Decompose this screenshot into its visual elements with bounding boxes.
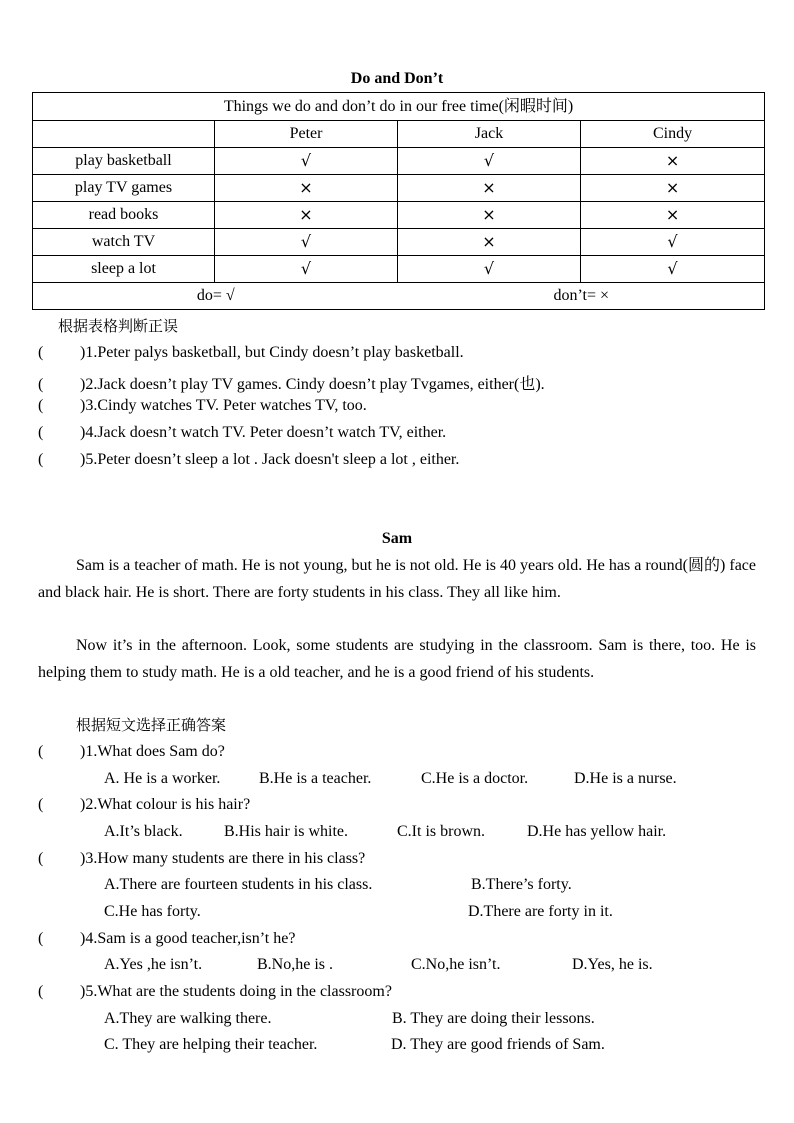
mark-cell: √	[215, 256, 398, 283]
worksheet-title: Do and Don’t	[350, 70, 444, 87]
tf-question	[38, 424, 446, 442]
option-c: C.He is a doctor.	[421, 770, 529, 787]
answer-blank[interactable]: (	[38, 796, 44, 813]
option-c: C.No,he isn’t.	[411, 956, 501, 973]
table-row	[33, 175, 765, 202]
header-jack: Jack	[398, 121, 581, 148]
mark-cell: ×	[581, 148, 765, 175]
table-row	[33, 202, 765, 229]
question-paren-close: )	[80, 796, 86, 813]
question-text: 3.Cindy watches TV. Peter watches TV, too.	[85, 397, 367, 414]
answer-blank[interactable]: (	[38, 424, 44, 441]
answer-blank[interactable]: (	[38, 451, 44, 468]
question-paren-close: )	[80, 743, 86, 760]
question-text: 5.What are the students doing in the classroom?	[85, 983, 392, 1000]
option-b: B.His hair is white.	[224, 823, 348, 840]
mark-cell: √	[398, 256, 581, 283]
tf-question	[38, 371, 545, 394]
question-paren-close: )	[80, 376, 86, 393]
table-row	[33, 148, 765, 175]
mark-cell: √	[581, 229, 765, 256]
table-row	[33, 229, 765, 256]
option-d: D.He is a nurse.	[574, 770, 677, 787]
question-text: 5.Peter doesn’t sleep a lot . Jack doesn't sleep a lot , either.	[85, 451, 460, 468]
question-text: 3.How many students are there in his class?	[85, 850, 366, 867]
option-d: D. They are good friends of Sam.	[391, 1036, 605, 1053]
story-paragraph-1: Sam is a teacher of math. He is not young, but he is not old. He is 40 years old. He has a round(圆的) face and black hair. He is short. There are forty students in his class. They all like him.	[38, 557, 756, 601]
mark-cell: ×	[398, 229, 581, 256]
option-a: A.They are walking there.	[104, 1010, 272, 1027]
question-paren-close: )	[80, 983, 86, 1000]
question-paren-close: )	[80, 930, 86, 947]
table-row	[33, 256, 765, 283]
option-c: C.It is brown.	[397, 823, 485, 840]
activity-cell: play basketball	[33, 148, 215, 175]
option-b: B.He is a teacher.	[259, 770, 372, 787]
option-c: C. They are helping their teacher.	[104, 1036, 318, 1053]
activity-cell: sleep a lot	[33, 256, 215, 283]
table-caption-row	[33, 93, 765, 121]
option-a: A.There are fourteen students in his class.	[104, 876, 373, 893]
tf-question	[38, 344, 464, 362]
answer-blank[interactable]: (	[38, 743, 44, 760]
header-cindy: Cindy	[581, 121, 765, 148]
story-paragraph-2: Now it’s in the afternoon. Look, some students are studying in the classroom. Sam is there, too. He is helping them to study math. He is a old teacher, and he is a good friend of his students.	[38, 637, 756, 681]
part2-instruction: 根据短文选择正确答案	[76, 716, 227, 734]
tf-question	[38, 451, 459, 469]
question-paren-close: )	[80, 424, 86, 441]
table-header-row	[33, 121, 765, 148]
legend-dont: don’t= ×	[553, 287, 610, 304]
mark-cell: √	[581, 256, 765, 283]
mc-question	[38, 743, 225, 761]
mc-question	[38, 850, 365, 868]
answer-blank[interactable]: (	[38, 850, 44, 867]
table-caption: Things we do and don’t do in our free time(闲暇时间)	[33, 93, 765, 121]
table-legend-row	[33, 283, 765, 310]
option-c: C.He has forty.	[104, 903, 201, 920]
mc-question	[38, 796, 250, 814]
answer-blank[interactable]: (	[38, 983, 44, 1000]
question-text: 2.What colour is his hair?	[85, 796, 251, 813]
mark-cell: √	[215, 148, 398, 175]
option-b: B.There’s forty.	[471, 876, 572, 893]
question-paren-close: )	[80, 344, 86, 361]
answer-blank[interactable]: (	[38, 930, 44, 947]
answer-blank[interactable]: (	[38, 397, 44, 414]
question-text: 4.Sam is a good teacher,isn’t he?	[85, 930, 296, 947]
option-b: B.No,he is .	[257, 956, 333, 973]
mark-cell: √	[398, 148, 581, 175]
question-paren-close: )	[80, 451, 86, 468]
question-text: 1.Peter palys basketball, but Cindy doesn’t play basketball.	[85, 344, 464, 361]
question-text: 1.What does Sam do?	[85, 743, 225, 760]
mark-cell: ×	[398, 175, 581, 202]
mc-question	[38, 930, 295, 948]
part1-instruction: 根据表格判断正误	[58, 317, 179, 335]
header-peter: Peter	[215, 121, 398, 148]
mc-question	[38, 983, 392, 1001]
mark-cell: ×	[215, 175, 398, 202]
option-a: A.It’s black.	[104, 823, 183, 840]
legend-cell	[33, 283, 765, 310]
question-text: 2.Jack doesn’t play TV games. Cindy doesn’t play Tvgames, either(也).	[85, 376, 545, 393]
activity-cell: watch TV	[33, 229, 215, 256]
legend-do: do= √	[196, 287, 235, 304]
option-a: A.Yes ,he isn’t.	[104, 956, 203, 973]
activity-cell: read books	[33, 202, 215, 229]
option-d: D.Yes, he is.	[572, 956, 653, 973]
header-empty-cell	[33, 121, 215, 148]
mark-cell: √	[215, 229, 398, 256]
answer-blank[interactable]: (	[38, 344, 44, 361]
question-paren-close: )	[80, 397, 86, 414]
mark-cell: ×	[581, 202, 765, 229]
activity-cell: play TV games	[33, 175, 215, 202]
activity-table	[32, 92, 765, 310]
option-a: A. He is a worker.	[104, 770, 221, 787]
answer-blank[interactable]: (	[38, 376, 44, 393]
option-d: D.There are forty in it.	[468, 903, 613, 920]
question-text: 4.Jack doesn’t watch TV. Peter doesn’t watch TV, either.	[85, 424, 447, 441]
mark-cell: ×	[581, 175, 765, 202]
mark-cell: ×	[398, 202, 581, 229]
option-b: B. They are doing their lessons.	[392, 1010, 595, 1027]
story-title: Sam	[381, 530, 413, 547]
option-d: D.He has yellow hair.	[527, 823, 667, 840]
tf-question	[38, 397, 367, 415]
question-paren-close: )	[80, 850, 86, 867]
mark-cell: ×	[215, 202, 398, 229]
